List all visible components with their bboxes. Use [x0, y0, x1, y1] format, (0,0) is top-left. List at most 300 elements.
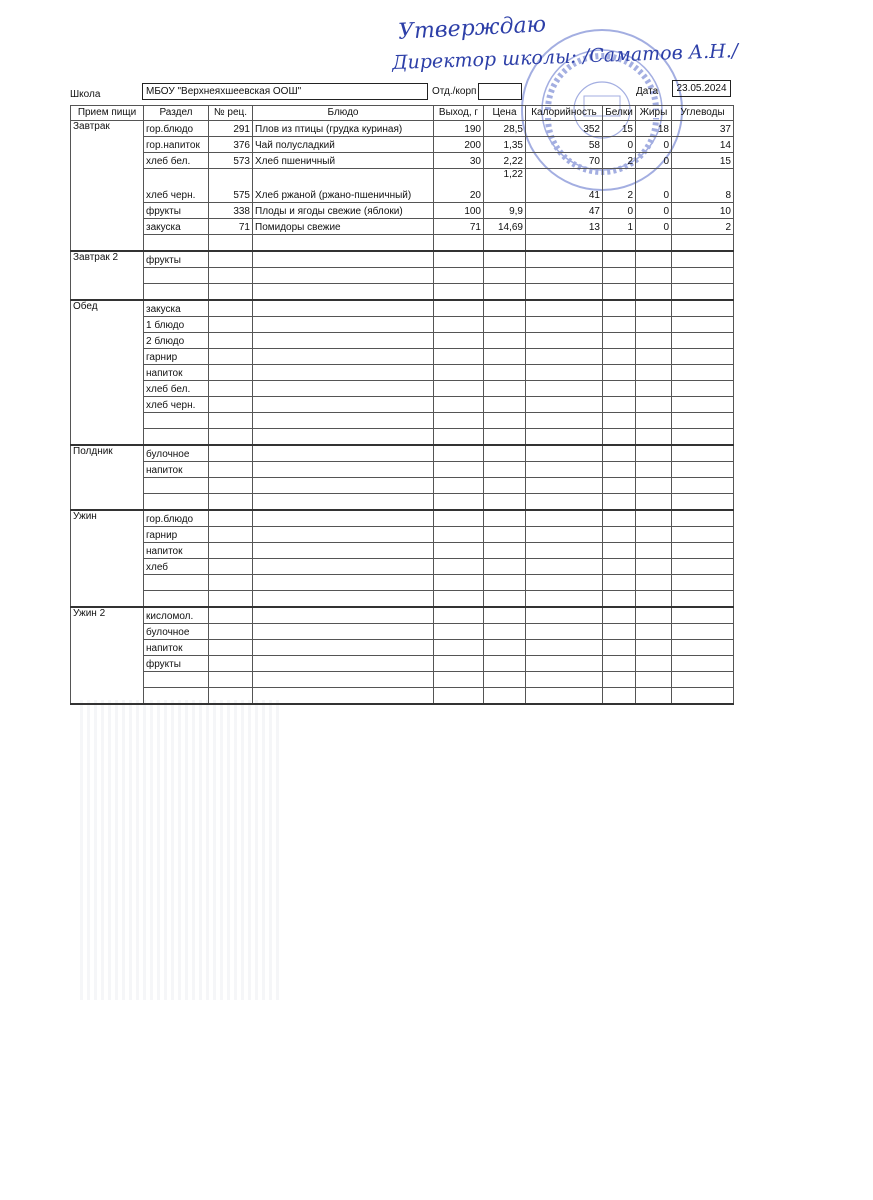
- recipe-no-cell: [209, 251, 253, 268]
- carbs-cell: [672, 284, 734, 301]
- calories-cell: [526, 235, 603, 252]
- section-cell: закуска: [144, 300, 209, 317]
- yield-cell: [434, 575, 484, 591]
- fat-cell: [636, 365, 672, 381]
- section-cell: хлеб бел.: [144, 153, 209, 169]
- fat-cell: [636, 381, 672, 397]
- fat-cell: [636, 591, 672, 608]
- carbs-cell: [672, 688, 734, 705]
- yield-cell: 190: [434, 121, 484, 137]
- dish-cell: [253, 284, 434, 301]
- table-row: [71, 284, 734, 301]
- calories-cell: 58: [526, 137, 603, 153]
- carbs-cell: [672, 235, 734, 252]
- meal-cell: [71, 349, 144, 365]
- fat-cell: [636, 413, 672, 429]
- approval-line-1: Утверждаю: [397, 12, 547, 45]
- school-label: Школа: [70, 89, 101, 100]
- table-row: [71, 607, 734, 624]
- calories-cell: [526, 397, 603, 413]
- calories-cell: 352: [526, 121, 603, 137]
- table-row: [71, 365, 734, 381]
- table-row: [71, 672, 734, 688]
- protein-cell: [603, 624, 636, 640]
- meal-cell: [71, 688, 144, 705]
- calories-cell: [526, 429, 603, 446]
- col-header-calories: Калорийность: [526, 106, 603, 121]
- dept-label: Отд./корп: [432, 86, 477, 97]
- yield-cell: 200: [434, 137, 484, 153]
- yield-cell: [434, 607, 484, 624]
- yield-cell: [434, 672, 484, 688]
- calories-cell: [526, 284, 603, 301]
- price-cell: 9,9: [484, 203, 526, 219]
- yield-cell: [434, 543, 484, 559]
- fat-cell: [636, 640, 672, 656]
- yield-cell: [434, 656, 484, 672]
- calories-cell: [526, 333, 603, 349]
- fat-cell: [636, 462, 672, 478]
- recipe-no-cell: [209, 235, 253, 252]
- dish-cell: [253, 640, 434, 656]
- table-row: [71, 591, 734, 608]
- table-row: [71, 445, 734, 462]
- dish-cell: [253, 365, 434, 381]
- price-cell: [484, 445, 526, 462]
- section-cell: гор.напиток: [144, 137, 209, 153]
- recipe-no-cell: [209, 688, 253, 705]
- protein-cell: [603, 607, 636, 624]
- protein-cell: 0: [603, 203, 636, 219]
- recipe-no-cell: [209, 607, 253, 624]
- dish-cell: [253, 543, 434, 559]
- carbs-cell: 14: [672, 137, 734, 153]
- recipe-no-cell: 573: [209, 153, 253, 169]
- col-header-section: Раздел: [144, 106, 209, 121]
- price-cell: [484, 333, 526, 349]
- section-cell: [144, 672, 209, 688]
- protein-cell: [603, 317, 636, 333]
- dish-cell: [253, 397, 434, 413]
- dish-cell: Хлеб ржаной (ржано-пшеничный): [253, 169, 434, 203]
- meal-cell: [71, 543, 144, 559]
- section-cell: [144, 429, 209, 446]
- carbs-cell: [672, 429, 734, 446]
- protein-cell: [603, 478, 636, 494]
- recipe-no-cell: [209, 575, 253, 591]
- table-row: [71, 137, 734, 153]
- recipe-no-cell: 338: [209, 203, 253, 219]
- table-row: [71, 333, 734, 349]
- price-cell: [484, 510, 526, 527]
- meal-cell: [71, 672, 144, 688]
- dish-cell: [253, 251, 434, 268]
- table-row: [71, 543, 734, 559]
- table-row: [71, 169, 734, 203]
- section-cell: 2 блюдо: [144, 333, 209, 349]
- table-row: [71, 527, 734, 543]
- table-row: [71, 203, 734, 219]
- yield-cell: 30: [434, 153, 484, 169]
- section-cell: фрукты: [144, 656, 209, 672]
- calories-cell: [526, 268, 603, 284]
- dish-cell: [253, 478, 434, 494]
- dish-cell: [253, 445, 434, 462]
- recipe-no-cell: [209, 559, 253, 575]
- carbs-cell: [672, 268, 734, 284]
- fat-cell: [636, 672, 672, 688]
- recipe-no-cell: [209, 284, 253, 301]
- protein-cell: 1: [603, 219, 636, 235]
- meal-cell: Обед: [71, 300, 144, 317]
- fat-cell: [636, 235, 672, 252]
- section-cell: [144, 478, 209, 494]
- meal-cell: [71, 333, 144, 349]
- meal-cell: [71, 559, 144, 575]
- price-cell: [484, 268, 526, 284]
- carbs-cell: [672, 333, 734, 349]
- price-cell: [484, 559, 526, 575]
- section-cell: [144, 494, 209, 511]
- recipe-no-cell: [209, 640, 253, 656]
- carbs-cell: [672, 591, 734, 608]
- yield-cell: [434, 268, 484, 284]
- fat-cell: [636, 333, 672, 349]
- section-cell: [144, 235, 209, 252]
- table-row: [71, 640, 734, 656]
- protein-cell: 0: [603, 137, 636, 153]
- yield-cell: [434, 333, 484, 349]
- col-header-meal: Прием пищи: [71, 106, 144, 121]
- dept-value: [478, 83, 522, 100]
- yield-cell: 100: [434, 203, 484, 219]
- date-label: Дата: [636, 86, 659, 97]
- table-row: [71, 559, 734, 575]
- price-cell: [484, 494, 526, 511]
- protein-cell: [603, 413, 636, 429]
- dish-cell: [253, 381, 434, 397]
- price-cell: 2,22: [484, 153, 526, 169]
- dish-cell: Плов из птицы (грудка куриная): [253, 121, 434, 137]
- meal-cell: [71, 591, 144, 608]
- dish-cell: [253, 591, 434, 608]
- calories-cell: 41: [526, 169, 603, 203]
- fat-cell: [636, 527, 672, 543]
- dish-cell: [253, 300, 434, 317]
- fat-cell: 0: [636, 203, 672, 219]
- dish-cell: [253, 429, 434, 446]
- meal-cell: [71, 640, 144, 656]
- col-header-price: Цена: [484, 106, 526, 121]
- dish-cell: Плоды и ягоды свежие (яблоки): [253, 203, 434, 219]
- yield-cell: [434, 251, 484, 268]
- protein-cell: [603, 510, 636, 527]
- yield-cell: [434, 317, 484, 333]
- section-cell: [144, 268, 209, 284]
- section-cell: хлеб черн.: [144, 169, 209, 203]
- protein-cell: [603, 251, 636, 268]
- fat-cell: [636, 688, 672, 705]
- calories-cell: [526, 688, 603, 705]
- section-cell: [144, 284, 209, 301]
- carbs-cell: [672, 640, 734, 656]
- carbs-cell: [672, 445, 734, 462]
- fat-cell: [636, 575, 672, 591]
- price-cell: [484, 235, 526, 252]
- fat-cell: [636, 559, 672, 575]
- fat-cell: 0: [636, 169, 672, 203]
- calories-cell: [526, 656, 603, 672]
- recipe-no-cell: [209, 349, 253, 365]
- section-cell: напиток: [144, 365, 209, 381]
- fat-cell: [636, 478, 672, 494]
- section-cell: напиток: [144, 640, 209, 656]
- protein-cell: 2: [603, 153, 636, 169]
- carbs-cell: [672, 300, 734, 317]
- recipe-no-cell: [209, 317, 253, 333]
- carbs-cell: 37: [672, 121, 734, 137]
- calories-cell: [526, 300, 603, 317]
- meal-cell: [71, 235, 144, 252]
- recipe-no-cell: [209, 381, 253, 397]
- fat-cell: [636, 300, 672, 317]
- table-row: [71, 268, 734, 284]
- fat-cell: [636, 445, 672, 462]
- table-header-row: [71, 106, 734, 121]
- meal-cell: [71, 284, 144, 301]
- section-cell: [144, 575, 209, 591]
- dish-cell: [253, 349, 434, 365]
- price-cell: 14,69: [484, 219, 526, 235]
- carbs-cell: [672, 478, 734, 494]
- fat-cell: [636, 656, 672, 672]
- carbs-cell: [672, 397, 734, 413]
- calories-cell: [526, 381, 603, 397]
- price-cell: [484, 624, 526, 640]
- fat-cell: [636, 607, 672, 624]
- section-cell: гор.блюдо: [144, 510, 209, 527]
- recipe-no-cell: [209, 445, 253, 462]
- section-cell: закуска: [144, 219, 209, 235]
- carbs-cell: [672, 510, 734, 527]
- yield-cell: [434, 349, 484, 365]
- table-row: [71, 235, 734, 252]
- yield-cell: [434, 397, 484, 413]
- calories-cell: 47: [526, 203, 603, 219]
- yield-cell: [434, 445, 484, 462]
- recipe-no-cell: [209, 478, 253, 494]
- recipe-no-cell: [209, 656, 253, 672]
- col-header-carbs: Углеводы: [672, 106, 734, 121]
- price-cell: [484, 688, 526, 705]
- meal-cell: [71, 137, 144, 153]
- protein-cell: [603, 575, 636, 591]
- scan-noise: [80, 700, 280, 1000]
- col-header-recipe-no: № рец.: [209, 106, 253, 121]
- section-cell: [144, 688, 209, 705]
- carbs-cell: [672, 543, 734, 559]
- recipe-no-cell: [209, 268, 253, 284]
- table-row: [71, 478, 734, 494]
- section-cell: хлеб: [144, 559, 209, 575]
- meal-cell: [71, 429, 144, 446]
- protein-cell: [603, 527, 636, 543]
- price-cell: [484, 575, 526, 591]
- price-cell: [484, 672, 526, 688]
- yield-cell: [434, 624, 484, 640]
- section-cell: хлеб бел.: [144, 381, 209, 397]
- recipe-no-cell: [209, 672, 253, 688]
- recipe-no-cell: [209, 413, 253, 429]
- protein-cell: [603, 381, 636, 397]
- section-cell: гарнир: [144, 349, 209, 365]
- protein-cell: [603, 365, 636, 381]
- yield-cell: [434, 510, 484, 527]
- recipe-no-cell: [209, 397, 253, 413]
- recipe-no-cell: 291: [209, 121, 253, 137]
- protein-cell: [603, 429, 636, 446]
- protein-cell: [603, 284, 636, 301]
- dish-cell: Хлеб пшеничный: [253, 153, 434, 169]
- meal-cell: [71, 494, 144, 511]
- carbs-cell: [672, 656, 734, 672]
- yield-cell: 20: [434, 169, 484, 203]
- calories-cell: [526, 462, 603, 478]
- dish-cell: [253, 317, 434, 333]
- carbs-cell: [672, 494, 734, 511]
- price-cell: 1,22: [484, 169, 526, 203]
- calories-cell: [526, 559, 603, 575]
- protein-cell: [603, 349, 636, 365]
- meal-cell: [71, 153, 144, 169]
- carbs-cell: [672, 462, 734, 478]
- carbs-cell: [672, 251, 734, 268]
- recipe-no-cell: [209, 494, 253, 511]
- protein-cell: [603, 591, 636, 608]
- dish-cell: [253, 268, 434, 284]
- carbs-cell: [672, 317, 734, 333]
- table-row: [71, 510, 734, 527]
- price-cell: [484, 317, 526, 333]
- calories-cell: [526, 624, 603, 640]
- yield-cell: [434, 235, 484, 252]
- protein-cell: [603, 462, 636, 478]
- col-header-dish: Блюдо: [253, 106, 434, 121]
- calories-cell: [526, 527, 603, 543]
- carbs-cell: [672, 381, 734, 397]
- fat-cell: 0: [636, 153, 672, 169]
- price-cell: [484, 640, 526, 656]
- protein-cell: [603, 543, 636, 559]
- dish-cell: [253, 656, 434, 672]
- price-cell: [484, 251, 526, 268]
- carbs-cell: [672, 527, 734, 543]
- meal-cell: Полдник: [71, 445, 144, 462]
- approval-line-2: Директор школы: /Саматов А.Н./: [391, 39, 739, 75]
- fat-cell: [636, 510, 672, 527]
- dish-cell: [253, 527, 434, 543]
- meal-cell: [71, 656, 144, 672]
- meal-cell: [71, 169, 144, 203]
- meal-cell: Ужин 2: [71, 607, 144, 624]
- carbs-cell: [672, 607, 734, 624]
- recipe-no-cell: [209, 300, 253, 317]
- protein-cell: [603, 445, 636, 462]
- recipe-no-cell: 71: [209, 219, 253, 235]
- table-row: [71, 462, 734, 478]
- recipe-no-cell: [209, 510, 253, 527]
- fat-cell: [636, 624, 672, 640]
- price-cell: [484, 527, 526, 543]
- dish-cell: [253, 510, 434, 527]
- table-row: [71, 397, 734, 413]
- meal-cell: [71, 462, 144, 478]
- fat-cell: [636, 268, 672, 284]
- meal-cell: [71, 624, 144, 640]
- carbs-cell: [672, 365, 734, 381]
- section-cell: гарнир: [144, 527, 209, 543]
- price-cell: [484, 478, 526, 494]
- recipe-no-cell: [209, 527, 253, 543]
- meal-cell: [71, 365, 144, 381]
- carbs-cell: 8: [672, 169, 734, 203]
- price-cell: [484, 413, 526, 429]
- yield-cell: [434, 688, 484, 705]
- yield-cell: [434, 413, 484, 429]
- dish-cell: [253, 494, 434, 511]
- calories-cell: [526, 445, 603, 462]
- section-cell: кисломол.: [144, 607, 209, 624]
- fat-cell: [636, 543, 672, 559]
- section-cell: хлеб черн.: [144, 397, 209, 413]
- protein-cell: 15: [603, 121, 636, 137]
- school-value: МБОУ "Верхнеяхшеевская ООШ": [142, 83, 428, 100]
- calories-cell: [526, 575, 603, 591]
- meal-cell: Завтрак 2: [71, 251, 144, 268]
- table-row: [71, 656, 734, 672]
- section-cell: [144, 591, 209, 608]
- calories-cell: [526, 365, 603, 381]
- date-value: 23.05.2024: [672, 80, 731, 97]
- dish-cell: [253, 672, 434, 688]
- carbs-cell: [672, 672, 734, 688]
- yield-cell: [434, 559, 484, 575]
- calories-cell: [526, 672, 603, 688]
- price-cell: [484, 381, 526, 397]
- price-cell: [484, 429, 526, 446]
- protein-cell: [603, 559, 636, 575]
- fat-cell: 0: [636, 137, 672, 153]
- section-cell: напиток: [144, 462, 209, 478]
- col-header-fat: Жиры: [636, 106, 672, 121]
- meal-cell: [71, 203, 144, 219]
- meal-cell: [71, 527, 144, 543]
- price-cell: [484, 656, 526, 672]
- table-row: [71, 317, 734, 333]
- price-cell: [484, 462, 526, 478]
- section-cell: булочное: [144, 624, 209, 640]
- meal-cell: [71, 317, 144, 333]
- fat-cell: 18: [636, 121, 672, 137]
- yield-cell: [434, 478, 484, 494]
- fat-cell: [636, 429, 672, 446]
- fat-cell: [636, 284, 672, 301]
- table-row: [71, 219, 734, 235]
- yield-cell: [434, 462, 484, 478]
- section-cell: булочное: [144, 445, 209, 462]
- calories-cell: [526, 317, 603, 333]
- carbs-cell: [672, 349, 734, 365]
